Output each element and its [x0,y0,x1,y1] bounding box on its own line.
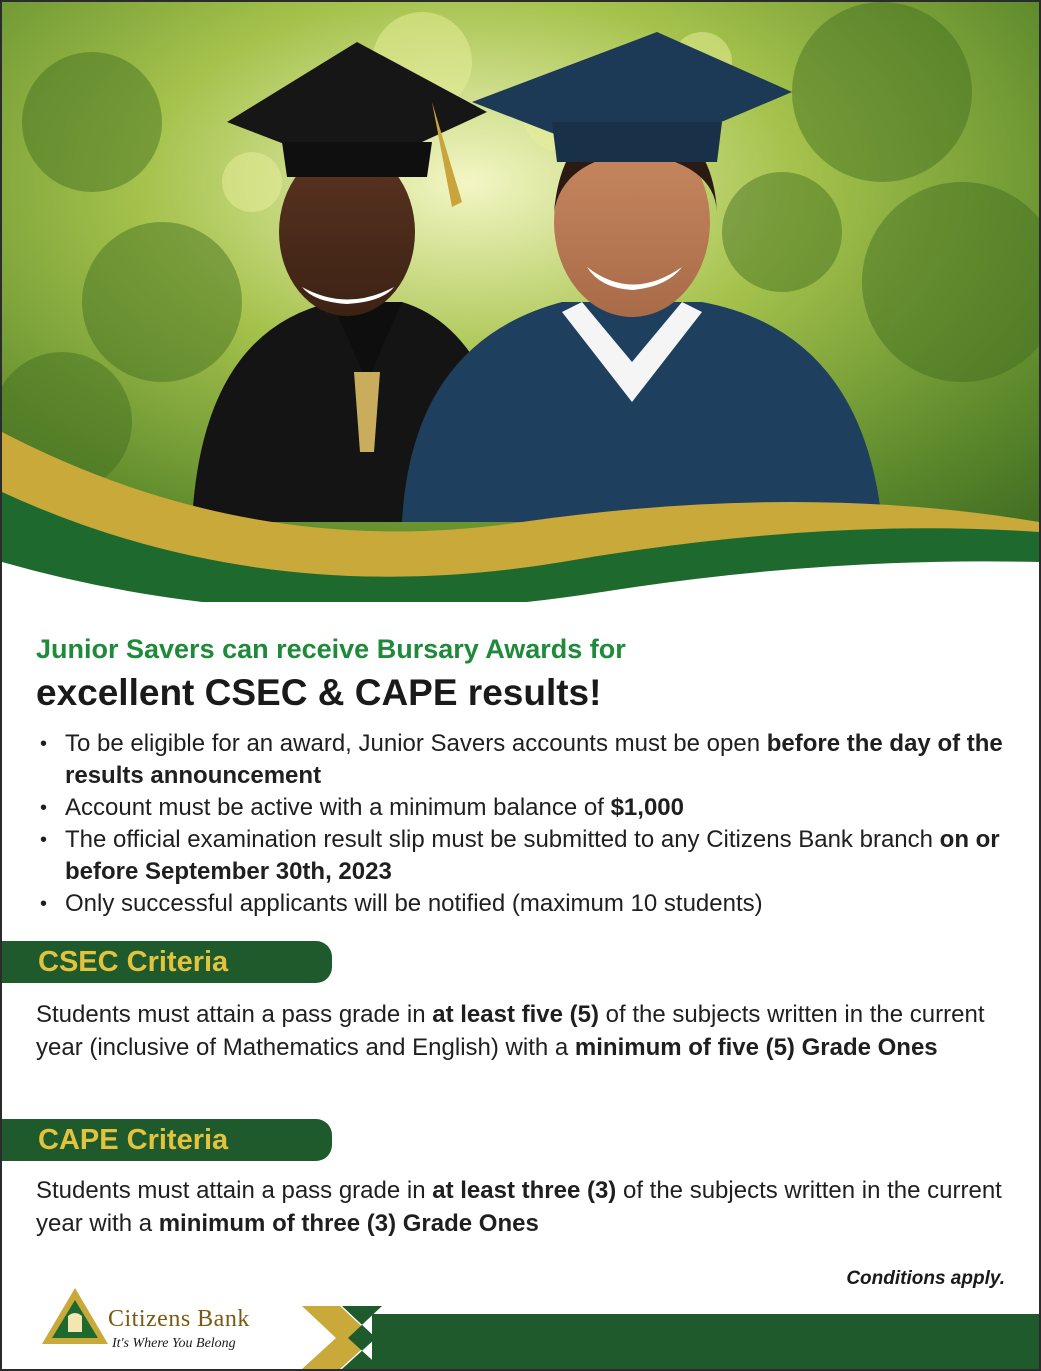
footer-band [302,1302,1039,1369]
graduates-photo-icon [2,2,1039,602]
citizens-bank-logo [40,1286,300,1362]
conditions-note: Conditions apply. [846,1268,1005,1289]
bank-name: Citizens Bank [108,1306,250,1332]
bank-slogan: It's Where You Belong [112,1336,236,1351]
headline [36,630,1016,716]
cape-criteria-text: Students must attain a pass grade in at least three (3) of the subjects written in the current year with a minimum of three (3) Grade Ones [36,1177,1002,1237]
citizens-bank-lion-icon [40,1286,110,1348]
chevron-x-icon [302,1306,382,1369]
csec-criteria-text: Students must attain a pass grade in at least five (5) of the subjects written in the current year (inclusive of Mathematics and English) with a minimum of five (5) Grade Ones [36,1001,985,1061]
headline-line-2: excellent CSEC & CAPE results! [36,672,602,713]
headline-line-1: Junior Savers can receive Bursary Awards for [36,634,626,664]
hero-photo [2,2,1039,602]
list-item: • To be eligible for an award, Junior Savers accounts must be open before the day of the results announcement [36,728,1016,792]
eligibility-list [36,728,1016,920]
cape-criteria-heading: CAPE Criteria [2,1119,332,1161]
list-item: • The official examination result slip must be submitted to any Citizens Bank branch on or before September 30th, 2023 [36,824,1016,888]
list-item: • Only successful applicants will be notified (maximum 10 students) [36,888,1016,920]
csec-criteria-heading: CSEC Criteria [2,941,332,983]
list-item: • Account must be active with a minimum balance of $1,000 [36,792,1016,824]
